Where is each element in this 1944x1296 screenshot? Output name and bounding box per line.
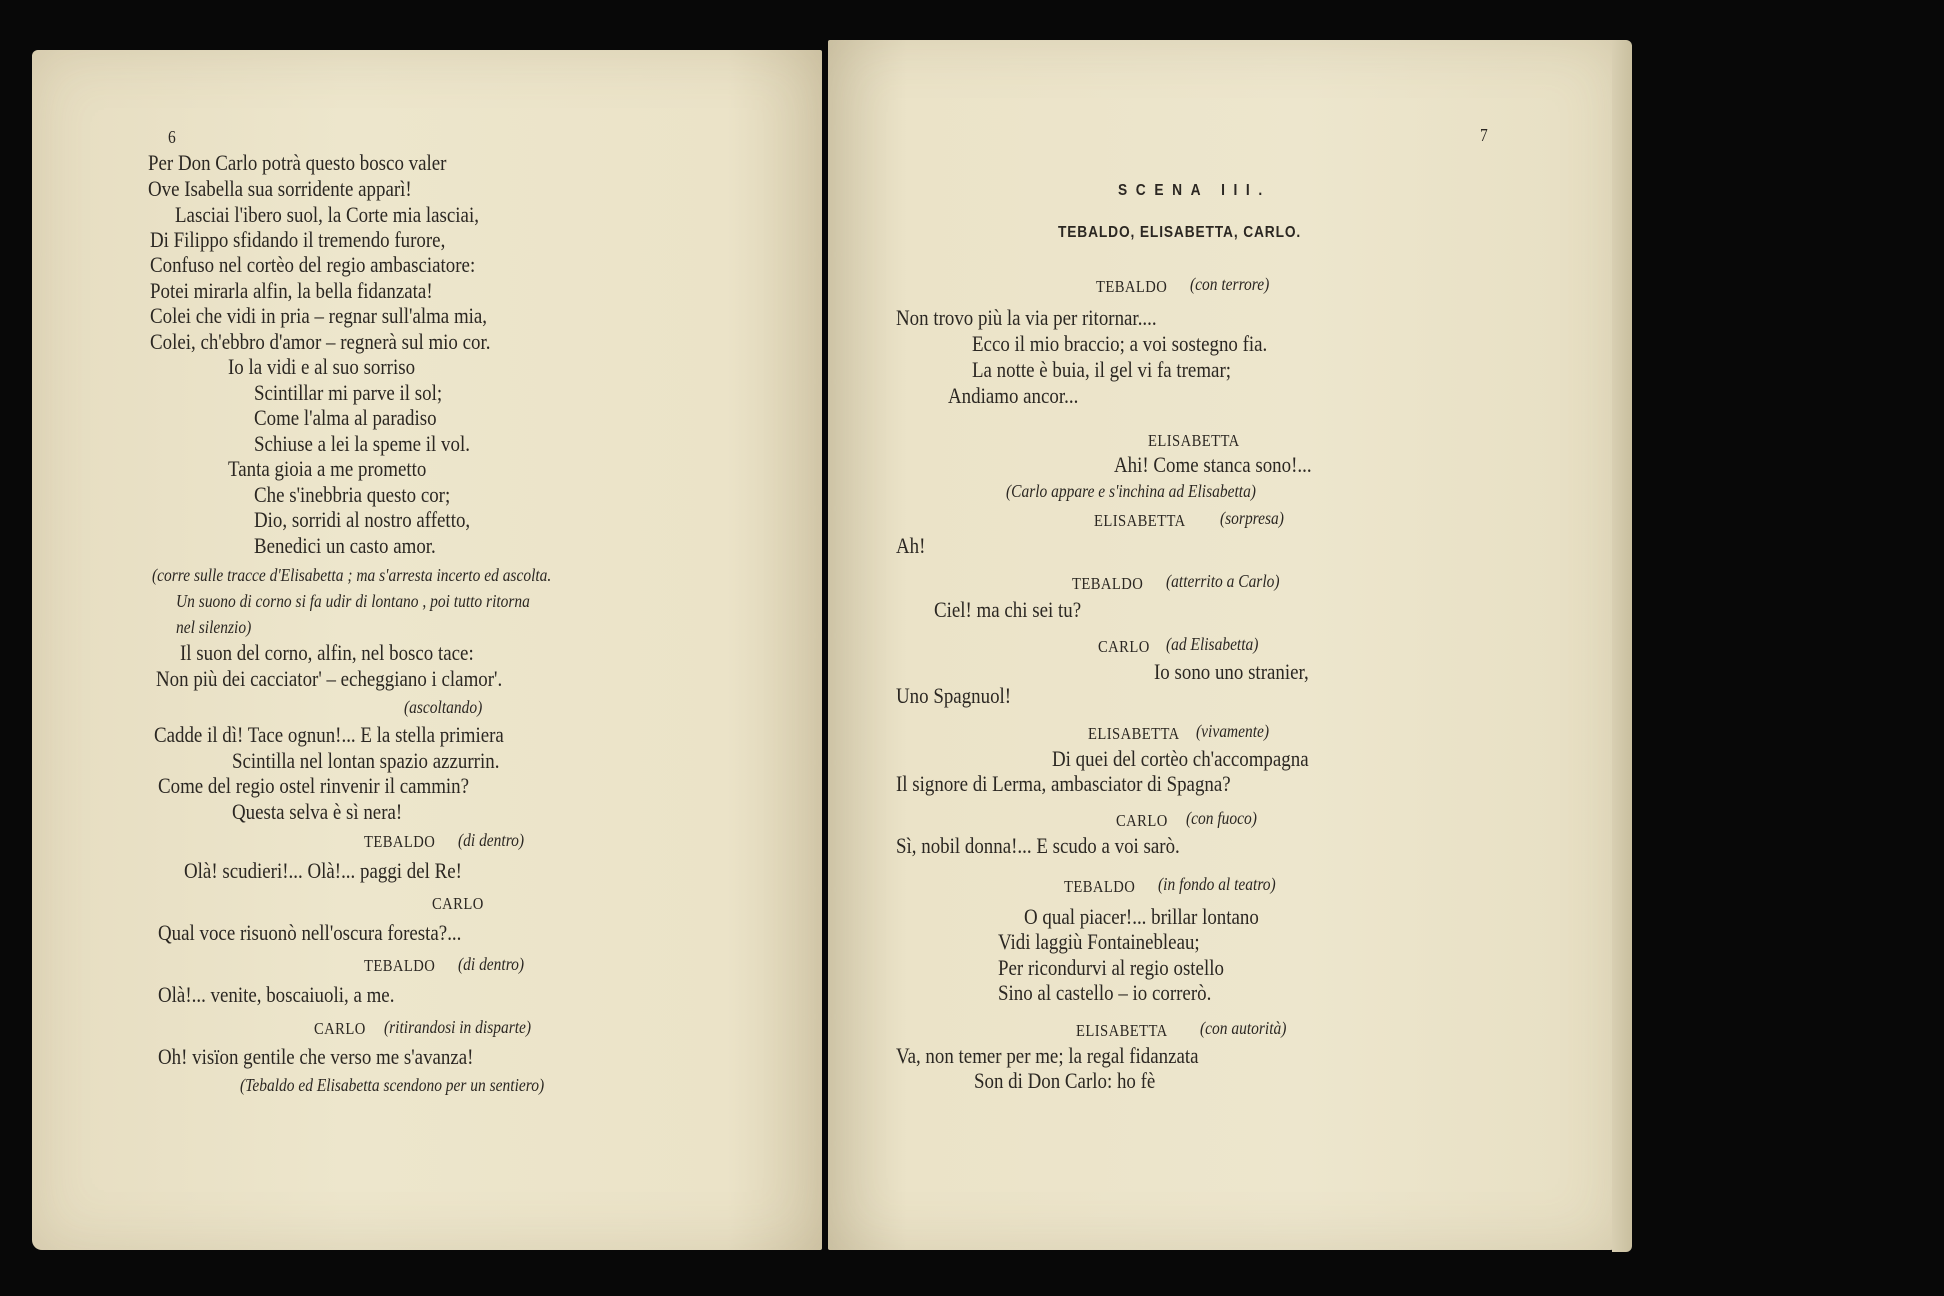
verse-line: Di quei del cortèo ch'accompagna <box>1052 746 1309 771</box>
verse-line: Come del regio ostel rinvenir il cammin? <box>158 773 470 798</box>
verse-line: Non trovo più la via per ritornar.... <box>896 305 1157 330</box>
stage-direction: (atterrito a Carlo) <box>1166 571 1280 591</box>
stage-direction: (corre sulle tracce d'Elisabetta ; ma s'arresta incerto ed ascolta. <box>152 565 552 585</box>
page-edge <box>1612 40 1632 1252</box>
verse-line: Ecco il mio braccio; a voi sostegno fia. <box>972 331 1268 356</box>
verse-line: Per ricondurvi al regio ostello <box>998 955 1224 980</box>
stage-direction: (con autorità) <box>1200 1018 1287 1038</box>
stage-direction: (con terrore) <box>1190 274 1270 294</box>
verse-line: Il signore di Lerma, ambasciator di Spagna? <box>896 771 1231 796</box>
verse-line: Il suon del corno, alfin, nel bosco tace: <box>180 640 474 665</box>
verse-line: La notte è buia, il gel vi fa tremar; <box>972 357 1232 382</box>
verse-line: Come l'alma al paradiso <box>254 405 437 430</box>
speaker-name: ELISABETTA <box>1088 724 1180 743</box>
stage-direction: nel silenzio) <box>176 617 252 637</box>
stage-direction: (in fondo al teatro) <box>1158 874 1276 894</box>
verse-line: Cadde il dì! Tace ognun!... E la stella primiera <box>154 722 504 747</box>
verse-line: Vidi laggiù Fontainebleau; <box>998 929 1200 954</box>
scene-characters: TEBALDO, ELISABETTA, CARLO. <box>1058 224 1302 241</box>
verse-line: Son di Don Carlo: ho fè <box>974 1068 1156 1093</box>
speaker-name: CARLO <box>432 894 484 913</box>
verse-line: Olà!... venite, boscaiuoli, a me. <box>158 982 395 1007</box>
verse-line: Va, non temer per me; la regal fidanzata <box>896 1043 1199 1068</box>
stage-direction: Un suono di corno si fa udir di lontano , poi tutto ritorna <box>176 591 530 611</box>
verse-line: Tanta gioia a me prometto <box>228 456 427 481</box>
verse-line: Olà! scudieri!... Olà!... paggi del Re! <box>184 858 462 883</box>
stage-direction: (di dentro) <box>458 830 525 850</box>
stage-direction: (Carlo appare e s'inchina ad Elisabetta) <box>1006 481 1256 501</box>
verse-line: Ah! <box>896 533 926 558</box>
verse-line: Io la vidi e al suo sorriso <box>228 354 416 379</box>
verse-line: Benedici un casto amor. <box>254 533 436 558</box>
speaker-name: ELISABETTA <box>1076 1021 1168 1040</box>
stage-direction: (ritirandosi in disparte) <box>384 1017 532 1037</box>
verse-line: Qual voce risuonò nell'oscura foresta?... <box>158 920 462 945</box>
scene-heading: SCENA III. <box>1118 182 1271 199</box>
speaker-name: TEBALDO <box>364 956 436 975</box>
stage-direction: (con fuoco) <box>1186 808 1257 828</box>
verse-line: Oh! visïon gentile che verso me s'avanza! <box>158 1044 474 1069</box>
verse-line: Lasciai l'ibero suol, la Corte mia lasciai, <box>175 202 479 227</box>
page-number-left: 6 <box>168 127 176 147</box>
verse-line: Sì, nobil donna!... E scudo a voi sarò. <box>896 833 1180 858</box>
verse-line: Sino al castello – io correrò. <box>998 980 1212 1005</box>
verse-line: Che s'inebbria questo cor; <box>254 482 451 507</box>
stage-direction: (ad Elisabetta) <box>1166 634 1259 654</box>
verse-line: Ahi! Come stanca sono!... <box>1114 452 1312 477</box>
speaker-name: TEBALDO <box>1096 277 1168 296</box>
speaker-name: ELISABETTA <box>1094 511 1186 530</box>
stage-direction: (sorpresa) <box>1220 508 1284 528</box>
verse-line: Per Don Carlo potrà questo bosco valer <box>148 150 447 175</box>
verse-line: Questa selva è sì nera! <box>232 799 403 824</box>
verse-line: Colei, ch'ebbro d'amor – regnerà sul mio cor. <box>150 329 491 354</box>
page-number-right: 7 <box>1480 125 1488 145</box>
speaker-name: CARLO <box>1098 637 1150 656</box>
verse-line: Schiuse a lei la speme il vol. <box>254 431 470 456</box>
verse-line: Colei che vidi in pria – regnar sull'alma mia, <box>150 303 488 328</box>
verse-line: Di Filippo sfidando il tremendo furore, <box>150 227 446 252</box>
verse-line: Ciel! ma chi sei tu? <box>934 597 1082 622</box>
verse-line: Potei mirarla alfin, la bella fidanzata! <box>150 278 433 303</box>
verse-line: Io sono uno stranier, <box>1154 659 1309 684</box>
verse-line: Scintilla nel lontan spazio azzurrin. <box>232 748 500 773</box>
verse-line: O qual piacer!... brillar lontano <box>1024 904 1259 929</box>
speaker-name: CARLO <box>314 1019 366 1038</box>
verse-line: Andiamo ancor... <box>948 383 1079 408</box>
verse-line: Scintillar mi parve il sol; <box>254 380 443 405</box>
verse-line: Non più dei cacciator' – echeggiano i clamor'. <box>156 666 503 691</box>
verse-line: Ove Isabella sua sorridente apparì! <box>148 176 412 201</box>
speaker-name: TEBALDO <box>1072 574 1144 593</box>
speaker-name: ELISABETTA <box>1148 431 1240 450</box>
stage-direction: (vivamente) <box>1196 721 1270 741</box>
verse-line: Uno Spagnuol! <box>896 683 1012 708</box>
verse-line: Confuso nel cortèo del regio ambasciatore: <box>150 252 476 277</box>
speaker-name: TEBALDO <box>1064 877 1136 896</box>
speaker-name: CARLO <box>1116 811 1168 830</box>
speaker-name: TEBALDO <box>364 832 436 851</box>
stage-direction: (di dentro) <box>458 954 525 974</box>
stage-direction: (Tebaldo ed Elisabetta scendono per un sentiero) <box>240 1075 545 1095</box>
stage-direction: (ascoltando) <box>404 697 483 717</box>
verse-line: Dio, sorridi al nostro affetto, <box>254 507 471 532</box>
